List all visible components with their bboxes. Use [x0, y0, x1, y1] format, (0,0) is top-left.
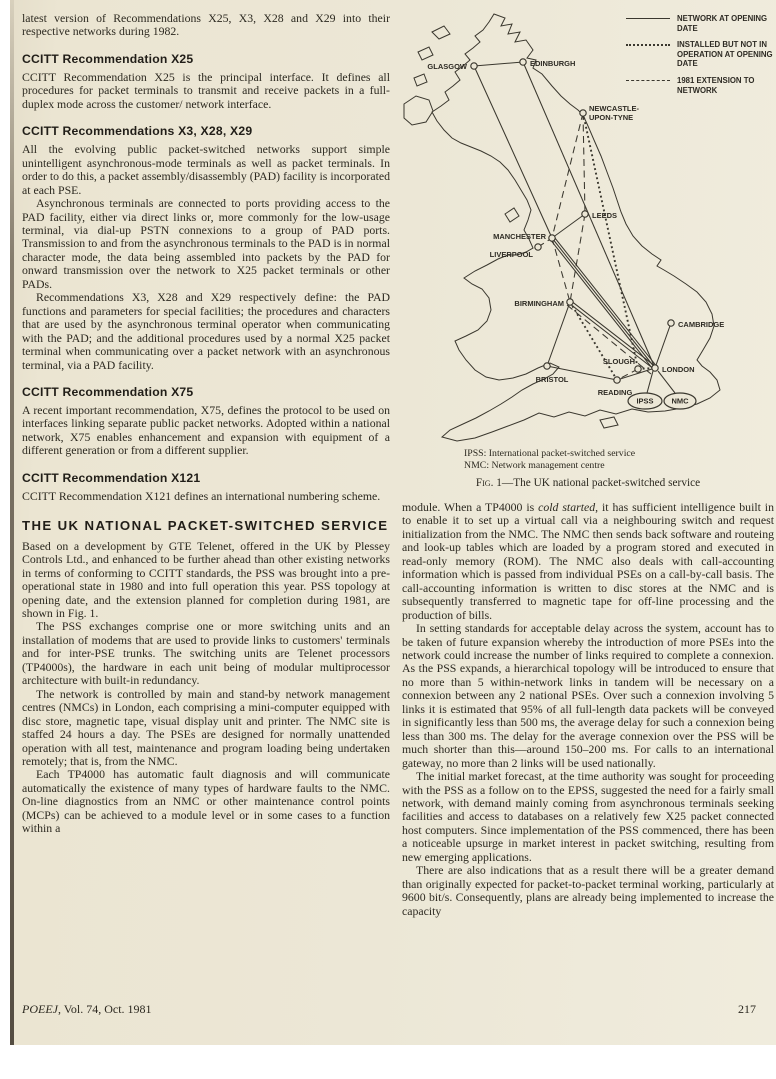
- abbr-ipss: IPSS: International packet-switched service: [464, 448, 636, 459]
- network-edge-solid3: [550, 239, 653, 369]
- map-legend: [626, 14, 774, 102]
- network-edge-dashed: [583, 113, 585, 214]
- network-edge-solid: [474, 62, 523, 66]
- city-label-slough: SLOUGH: [602, 357, 635, 366]
- city-label-newcastle: NEWCASTLE-UPON-TYNE: [589, 104, 639, 122]
- island-outline: [505, 208, 519, 222]
- city-node-slough: [635, 366, 641, 372]
- island-outline: [418, 47, 433, 60]
- island-outline: [432, 26, 450, 39]
- city-node-leeds: [582, 211, 588, 217]
- paragraph: Recommendations X3, X28 and X29 respectively define: the PAD functions and parameters for special facilities; the procedures and characters that are used by the asynchronous terminal operator when communicating with the PAD; and the additional procedures used by a normal X25 packet terminal when communicating over a packet network with an asynchronous terminal, via a PAD facility.: [22, 290, 390, 372]
- city-label-leeds: LEEDS: [592, 211, 618, 220]
- oval-label-nmc: NMC: [671, 396, 689, 406]
- city-node-manchester: [549, 235, 555, 241]
- island-outline: [404, 96, 433, 125]
- page-background: [10, 0, 776, 1045]
- journal-volume: , Vol. 74, Oct. 1981: [57, 1002, 152, 1016]
- city-label-cambridge: CAMBRIDGE: [678, 320, 725, 329]
- city-label-bristol: BRISTOL: [535, 375, 569, 384]
- paragraph: Asynchronous terminals are connected to ports providing access to the PAD facility, either via direct links or, more commonly for the low-usage terminal, via dial-up PSTN connexions to a group of PAD ports. Transmission to and from the asynchronous terminals to the PAD is in normal character mode, the data being assembled into packets by the PAD for onward transmission over the network to X25 packet terminals or other PADs.: [22, 196, 390, 291]
- section-heading: CCITT Recommendation X25: [22, 51, 194, 66]
- city-node-reading: [614, 377, 620, 383]
- section-heading: THE UK NATIONAL PACKET-SWITCHED SERVICE: [22, 518, 389, 534]
- legend-item-dashed: [626, 76, 774, 95]
- network-edge-solid: [658, 371, 675, 393]
- journal-title: POEEJ: [22, 1002, 58, 1016]
- oval-label-ipss: IPSS: [636, 396, 654, 406]
- island-outline: [414, 74, 427, 86]
- paragraph: In setting standards for acceptable delay across the system, account has to be taken of future expansion whereby the introduction of more PSEs into the network could increase the number of links required to complete a connexion. As the PSS expands, a hierarchical topology will be introduced to ensure that no more than 5 within-network links in tandem will be necessary on a connexion between any 2 national PSEs. Over such a connexion involving 5 links it is estimated that 95% of all full-length data packets will be conveyed in significantly less than 500 ms, the average delay for such a connexion being less than 300 ms. The delay for the average connexion over the PSS will be much shorter than this—around 150–200 ms. For calls to an international gateway, no more than 2 links will be used nationally.: [402, 621, 774, 770]
- network-edge-solid: [647, 371, 653, 393]
- legend-label: INSTALLED BUT NOT IN OPERATION AT OPENING DATE: [677, 40, 773, 69]
- dotted-line-icon: [626, 44, 670, 46]
- paragraph: The PSS exchanges comprise one or more switching units and an installation of modems that are used to provide links to customers' terminals and for inter-PSE trunks. The switching units are Telenet processors (TP4000s), the hardware in each unit being of modular multiprocessor architecture with built-in redundancy.: [22, 619, 390, 688]
- city-label-reading: READING: [597, 388, 633, 397]
- network-edge-dashed: [570, 214, 585, 302]
- paragraph: latest version of Recommendations X25, X3, X28 and X29 into their respective networks during 1982.: [22, 12, 390, 39]
- city-node-edinburgh: [520, 59, 526, 65]
- paragraph: module. When a TP4000 is cold started, it has sufficient intelligence built in to enable it to set up a virtual call via a neighbouring switch and request initialization from the NMC. The NMC then sends back software and routeing and look-up tables which are loaded by a program stored and executed in read-only memory (ROM). The NMC also deals with call-accounting information which is passed from individual PSEs on a call-by-call basis. The call-accounting information is written to disc stores at the NMC and is subsequently transferred to magnetic tape for off-line processing and the production of bills.: [402, 500, 774, 622]
- city-node-london: [652, 365, 658, 371]
- network-edge-dotted: [583, 113, 638, 369]
- paragraph: All the evolving public packet-switched networks support simple unintelligent asynchronous-mode terminals as well as packet terminals. In order to do this, a packet assembly/disassembly (PAD) facility is incorporated at each PSE.: [22, 142, 390, 197]
- section-heading: CCITT Recommendations X3, X28, X29: [22, 124, 253, 139]
- right-column: [402, 8, 774, 1006]
- paragraph: There are also indications that as a result there will be a greater demand than originally expected for packet-to-packet terminal working, particularly at 9600 bit/s. Consequently, plans are already being implemented to increase the capacity: [402, 863, 774, 918]
- left-column: [22, 12, 390, 1000]
- city-label-glasgow: GLASGOW: [427, 62, 467, 71]
- legend-label: 1981 EXTENSION TO NETWORK: [677, 75, 755, 95]
- legend-item-solid: [626, 14, 774, 33]
- right-column-text: [402, 501, 774, 918]
- section-heading: CCITT Recommendation X75: [22, 384, 194, 399]
- city-label-liverpool: LIVERPOOL: [489, 250, 533, 259]
- figure-abbreviations: [464, 448, 774, 471]
- network-edges: [474, 62, 675, 393]
- abbr-nmc: NMC: Network management centre: [464, 459, 605, 471]
- figure-caption-text: —The UK national packet-switched service: [501, 477, 701, 489]
- city-label-london: LONDON: [662, 365, 695, 374]
- paragraph: CCITT Recommendation X25 is the principal interface. It defines all procedures for packet terminals to transmit and receive packets in a full-duplex mode across the customer/ network interface.: [22, 69, 390, 111]
- dashed-line-icon: [626, 80, 670, 81]
- legend-label: NETWORK AT OPENING DATE: [677, 14, 768, 33]
- network-edge-solid: [547, 302, 570, 366]
- city-node-liverpool: [535, 244, 541, 250]
- paragraph: Based on a development by GTE Telenet, offered in the UK by Plessey Controls Ltd., and enhanced to be further ahead than other existing networks in terms of conforming to CCITT standards, the PSS was brought into a pre-operational state in 1980 and into full operation this year. PSS topology at opening date, and the extension planned for completion during 1981, are shown in Fig. 1.: [22, 538, 390, 620]
- city-node-glasgow: [471, 63, 477, 69]
- island-outline: [600, 417, 618, 428]
- figure-caption-number: Fig. 1: [475, 477, 502, 489]
- paragraph: Each TP4000 has automatic fault diagnosis and will communicate automatically the existence of many types of hardware faults to the NMC. On-line diagnostics from an NMC or other maintenance control points (MCPs) can be achieved to a module level or in some cases to a function within a: [22, 767, 390, 836]
- network-edge-dashed: [552, 238, 570, 302]
- paragraph: The initial market forecast, at the time authority was sought for proceeding with the PSS as a follow on to the EPSS, suggested the need for a fairly small network, with demand mainly coming from asynchronous terminals seeking facilities and access to databases on a relatively few X25 packet connected host computers. Since implementation of the PSS commenced, there has been a noticeable upsurge in market interest in packet switching, resulting from new emerging applications.: [402, 769, 774, 864]
- figure-caption: [402, 477, 774, 489]
- network-edge-solid: [474, 66, 552, 238]
- solid-line-icon: [626, 18, 670, 19]
- page-number: 217: [738, 1002, 756, 1016]
- city-label-manchester: MANCHESTER: [493, 232, 546, 241]
- city-node-birmingham: [567, 299, 573, 305]
- city-node-bristol: [544, 363, 550, 369]
- figure-1-map: [402, 8, 774, 444]
- city-node-newcastle: [580, 110, 586, 116]
- page-footer: [22, 1002, 772, 1017]
- binding-shadow: [10, 0, 14, 1045]
- city-node-cambridge: [668, 320, 674, 326]
- paragraph: CCITT Recommendation X121 defines an international numbering scheme.: [22, 488, 381, 503]
- paragraph: A recent important recommendation, X75, defines the protocol to be used on interfaces linking separate public packet networks. Adopted within a national network, X75 enables enhancement and expansion with equipment of a different generation or from a different supplier.: [22, 402, 390, 458]
- legend-item-dotted: [626, 40, 774, 69]
- city-label-edinburgh: EDINBURGH: [530, 59, 576, 68]
- section-heading: CCITT Recommendation X121: [22, 470, 201, 485]
- paragraph: The network is controlled by main and stand-by network management centres (NMCs) in London, each comprising a mini-computer equipped with disc store, magnetic tape, visual display unit and printer. The NMC site is staffed 24 hours a day. The PSEs are designed for normally unattended operation with all test, maintenance and program loading being undertaken remotely; that is, from the NMC.: [22, 686, 390, 768]
- city-labels: [427, 59, 724, 406]
- city-label-birmingham: BIRMINGHAM: [514, 299, 564, 308]
- network-edge-solid: [655, 323, 671, 368]
